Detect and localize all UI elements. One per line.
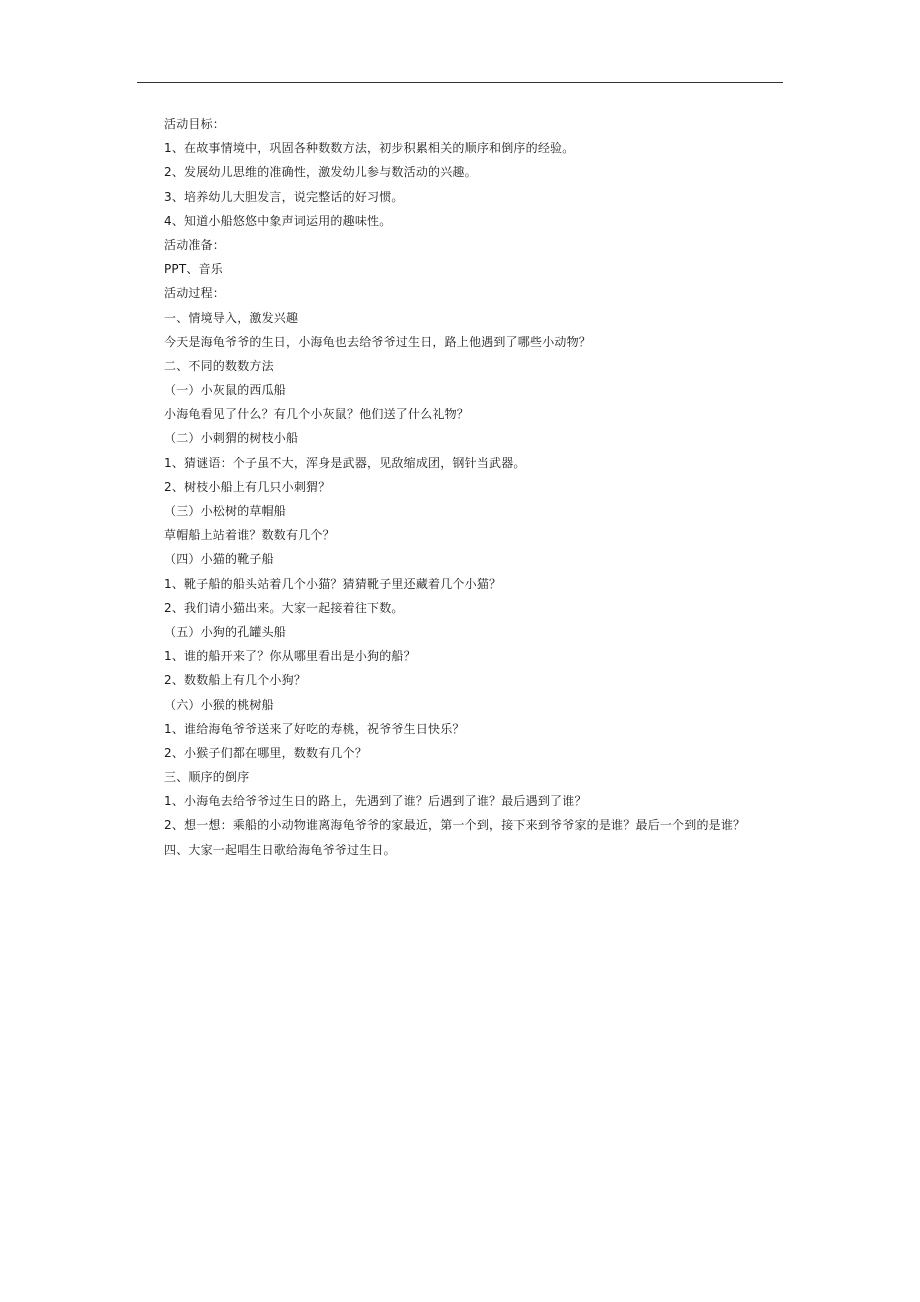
- text-line: （六）小猴的桃树船: [164, 697, 274, 712]
- text-line: 1、谁给海龟爷爷送来了好吃的寿桃，祝爷爷生日快乐？: [164, 721, 465, 736]
- text-line: （三）小松树的草帽船: [164, 504, 287, 518]
- text-line: 2、树枝小船上有几只小刺猬？: [164, 479, 331, 494]
- document-body: [164, 112, 764, 862]
- text-line: 2、我们请小猫出来。大家一起接着往下数。: [164, 600, 404, 615]
- text-line: 二、不同的数数方法: [164, 358, 274, 373]
- text-line: 2、发展幼儿思维的准确性，激发幼儿参与数活动的兴趣。: [164, 165, 477, 180]
- text-line: （一）小灰鼠的西瓜船: [164, 383, 287, 398]
- text-line: （五）小狗的孔罐头船: [164, 624, 287, 639]
- text-line: 2、数数船上有几个小狗？: [164, 673, 307, 688]
- text-line: PPT、音乐: [164, 262, 224, 277]
- text-line: 2、小猴子们都在哪里，数数有几个？: [164, 745, 368, 760]
- text-line: 2、想一想：乘船的小动物谁离海龟爷爷的家最近，第一个到，接下来到爷爷家的是谁？最后一个到的是谁？: [164, 818, 746, 833]
- text-line: 活动目标：: [164, 117, 226, 131]
- text-line: 今天是海龟爷爷的生日，小海龟也去给爷爷过生日，路上他遇到了哪些小动物？: [164, 334, 592, 349]
- text-line: 1、在故事情境中，巩固各种数数方法，初步积累相关的顺序和倒序的经验。: [164, 141, 575, 156]
- text-line: 活动过程：: [164, 286, 226, 301]
- text-line: 1、靴子船的船头站着几个小猫？猜猜靴子里还藏着几个小猫？: [164, 576, 502, 591]
- text-line: 4、知道小船悠悠中象声词运用的趣味性。: [164, 213, 392, 228]
- text-line: （二）小刺猬的树枝小船: [164, 431, 299, 446]
- text-line: 1、猜谜语：个子虽不大，浑身是武器，见敌缩成团，钢针当武器。: [164, 455, 526, 470]
- header-rule: [137, 82, 783, 83]
- text-line: 一、情境导入，激发兴趣: [164, 310, 299, 325]
- text-line: 四、大家一起唱生日歌给海龟爷爷过生日。: [164, 842, 396, 857]
- text-line: （四）小猫的靴子船: [164, 552, 274, 567]
- text-line: 1、谁的船开来了？你从哪里看出是小狗的船？: [164, 649, 416, 664]
- text-line: 草帽船上站着谁？数数有几个？: [164, 528, 335, 543]
- text-line: 小海龟看见了什么？有几个小灰鼠？他们送了什么礼物？: [164, 407, 470, 422]
- text-line: 3、培养幼儿大胆发言，说完整话的好习惯。: [164, 189, 404, 204]
- text-line: 活动准备：: [164, 237, 226, 252]
- text-line: 三、顺序的倒序: [164, 770, 250, 785]
- text-line: 1、小海龟去给爷爷过生日的路上，先遇到了谁？后遇到了谁？最后遇到了谁？: [164, 794, 587, 809]
